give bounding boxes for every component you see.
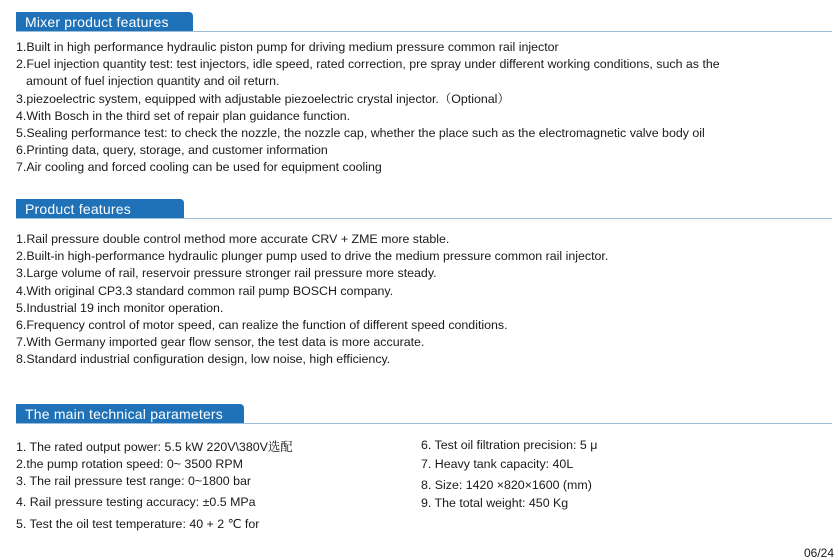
- list-item: 5.Sealing performance test: to check the nozzle, the nozzle cap, whether the place such as the electromagnetic valve body oil: [16, 126, 705, 141]
- product-feature-list: [16, 231, 828, 369]
- param-item: 4. Rail pressure testing accuracy: ±0.5 MPa: [16, 495, 256, 509]
- section-title-mixer: Mixer product features: [16, 12, 193, 32]
- list-item: [16, 56, 828, 90]
- list-item: 2.Built-in high-performance hydraulic plunger pump used to drive the medium pressure common rail injector.: [16, 249, 609, 264]
- list-item: 4.With original CP3.3 standard common rail pump BOSCH company.: [16, 283, 394, 298]
- param-item: 6. Test oil filtration precision: 5 μ: [421, 438, 598, 452]
- mixer-feature-list: [16, 39, 828, 177]
- list-item: 3.piezoelectric system, equipped with adjustable piezoelectric crystal injector.（Optional）: [16, 91, 510, 106]
- param-item: 1. The rated output power: 5.5 kW 220V\380V选配: [16, 440, 293, 454]
- param-item: 2.the pump rotation speed: 0~ 3500 RPM: [16, 457, 243, 471]
- section-header-mixer: [16, 12, 832, 32]
- section-rule: [16, 423, 832, 424]
- param-item: 7. Heavy tank capacity: 40L: [421, 457, 574, 471]
- param-item: 3. The rail pressure test range: 0~1800 bar: [16, 474, 251, 488]
- section-title-product: Product features: [16, 199, 184, 219]
- param-item: 9. The total weight: 450 Kg: [421, 496, 569, 510]
- technical-parameters: [16, 437, 826, 537]
- list-item: 7.With Germany imported gear flow sensor, the test data is more accurate.: [16, 335, 425, 350]
- list-item: 1.Rail pressure double control method more accurate CRV + ZME more stable.: [16, 232, 450, 246]
- param-item: 8. Size: 1420 ×820×1600 (mm): [421, 478, 592, 492]
- section-title-params: The main technical parameters: [16, 404, 244, 424]
- list-item: 3.Large volume of rail, reservoir pressure stronger rail pressure more steady.: [16, 266, 437, 281]
- list-item-continuation: amount of fuel injection quantity and oil return.: [26, 74, 280, 89]
- section-rule: [16, 218, 832, 219]
- param-item: 5. Test the oil test temperature: 40 + 2 ℃ for: [16, 517, 260, 531]
- list-item: 4.With Bosch in the third set of repair plan guidance function.: [16, 108, 351, 123]
- section-header-product: [16, 199, 832, 219]
- section-rule: [16, 31, 832, 32]
- list-item: 8.Standard industrial configuration design, low noise, high efficiency.: [16, 352, 391, 367]
- list-item: 5.Industrial 19 inch monitor operation.: [16, 300, 224, 315]
- list-item: 1.Built in high performance hydraulic piston pump for driving medium pressure common rail injector: [16, 40, 559, 54]
- list-item: 7.Air cooling and forced cooling can be used for equipment cooling: [16, 160, 382, 175]
- list-item: 6.Frequency control of motor speed, can realize the function of different speed conditions.: [16, 318, 508, 333]
- list-item-text: 2.Fuel injection quantity test: test injectors, idle speed, rated correction, pre spray under different working conditions, such as the: [16, 57, 720, 72]
- page-number: 06/24: [803, 546, 834, 560]
- section-header-params: [16, 404, 832, 424]
- list-item: 6.Printing data, query, storage, and customer information: [16, 143, 328, 158]
